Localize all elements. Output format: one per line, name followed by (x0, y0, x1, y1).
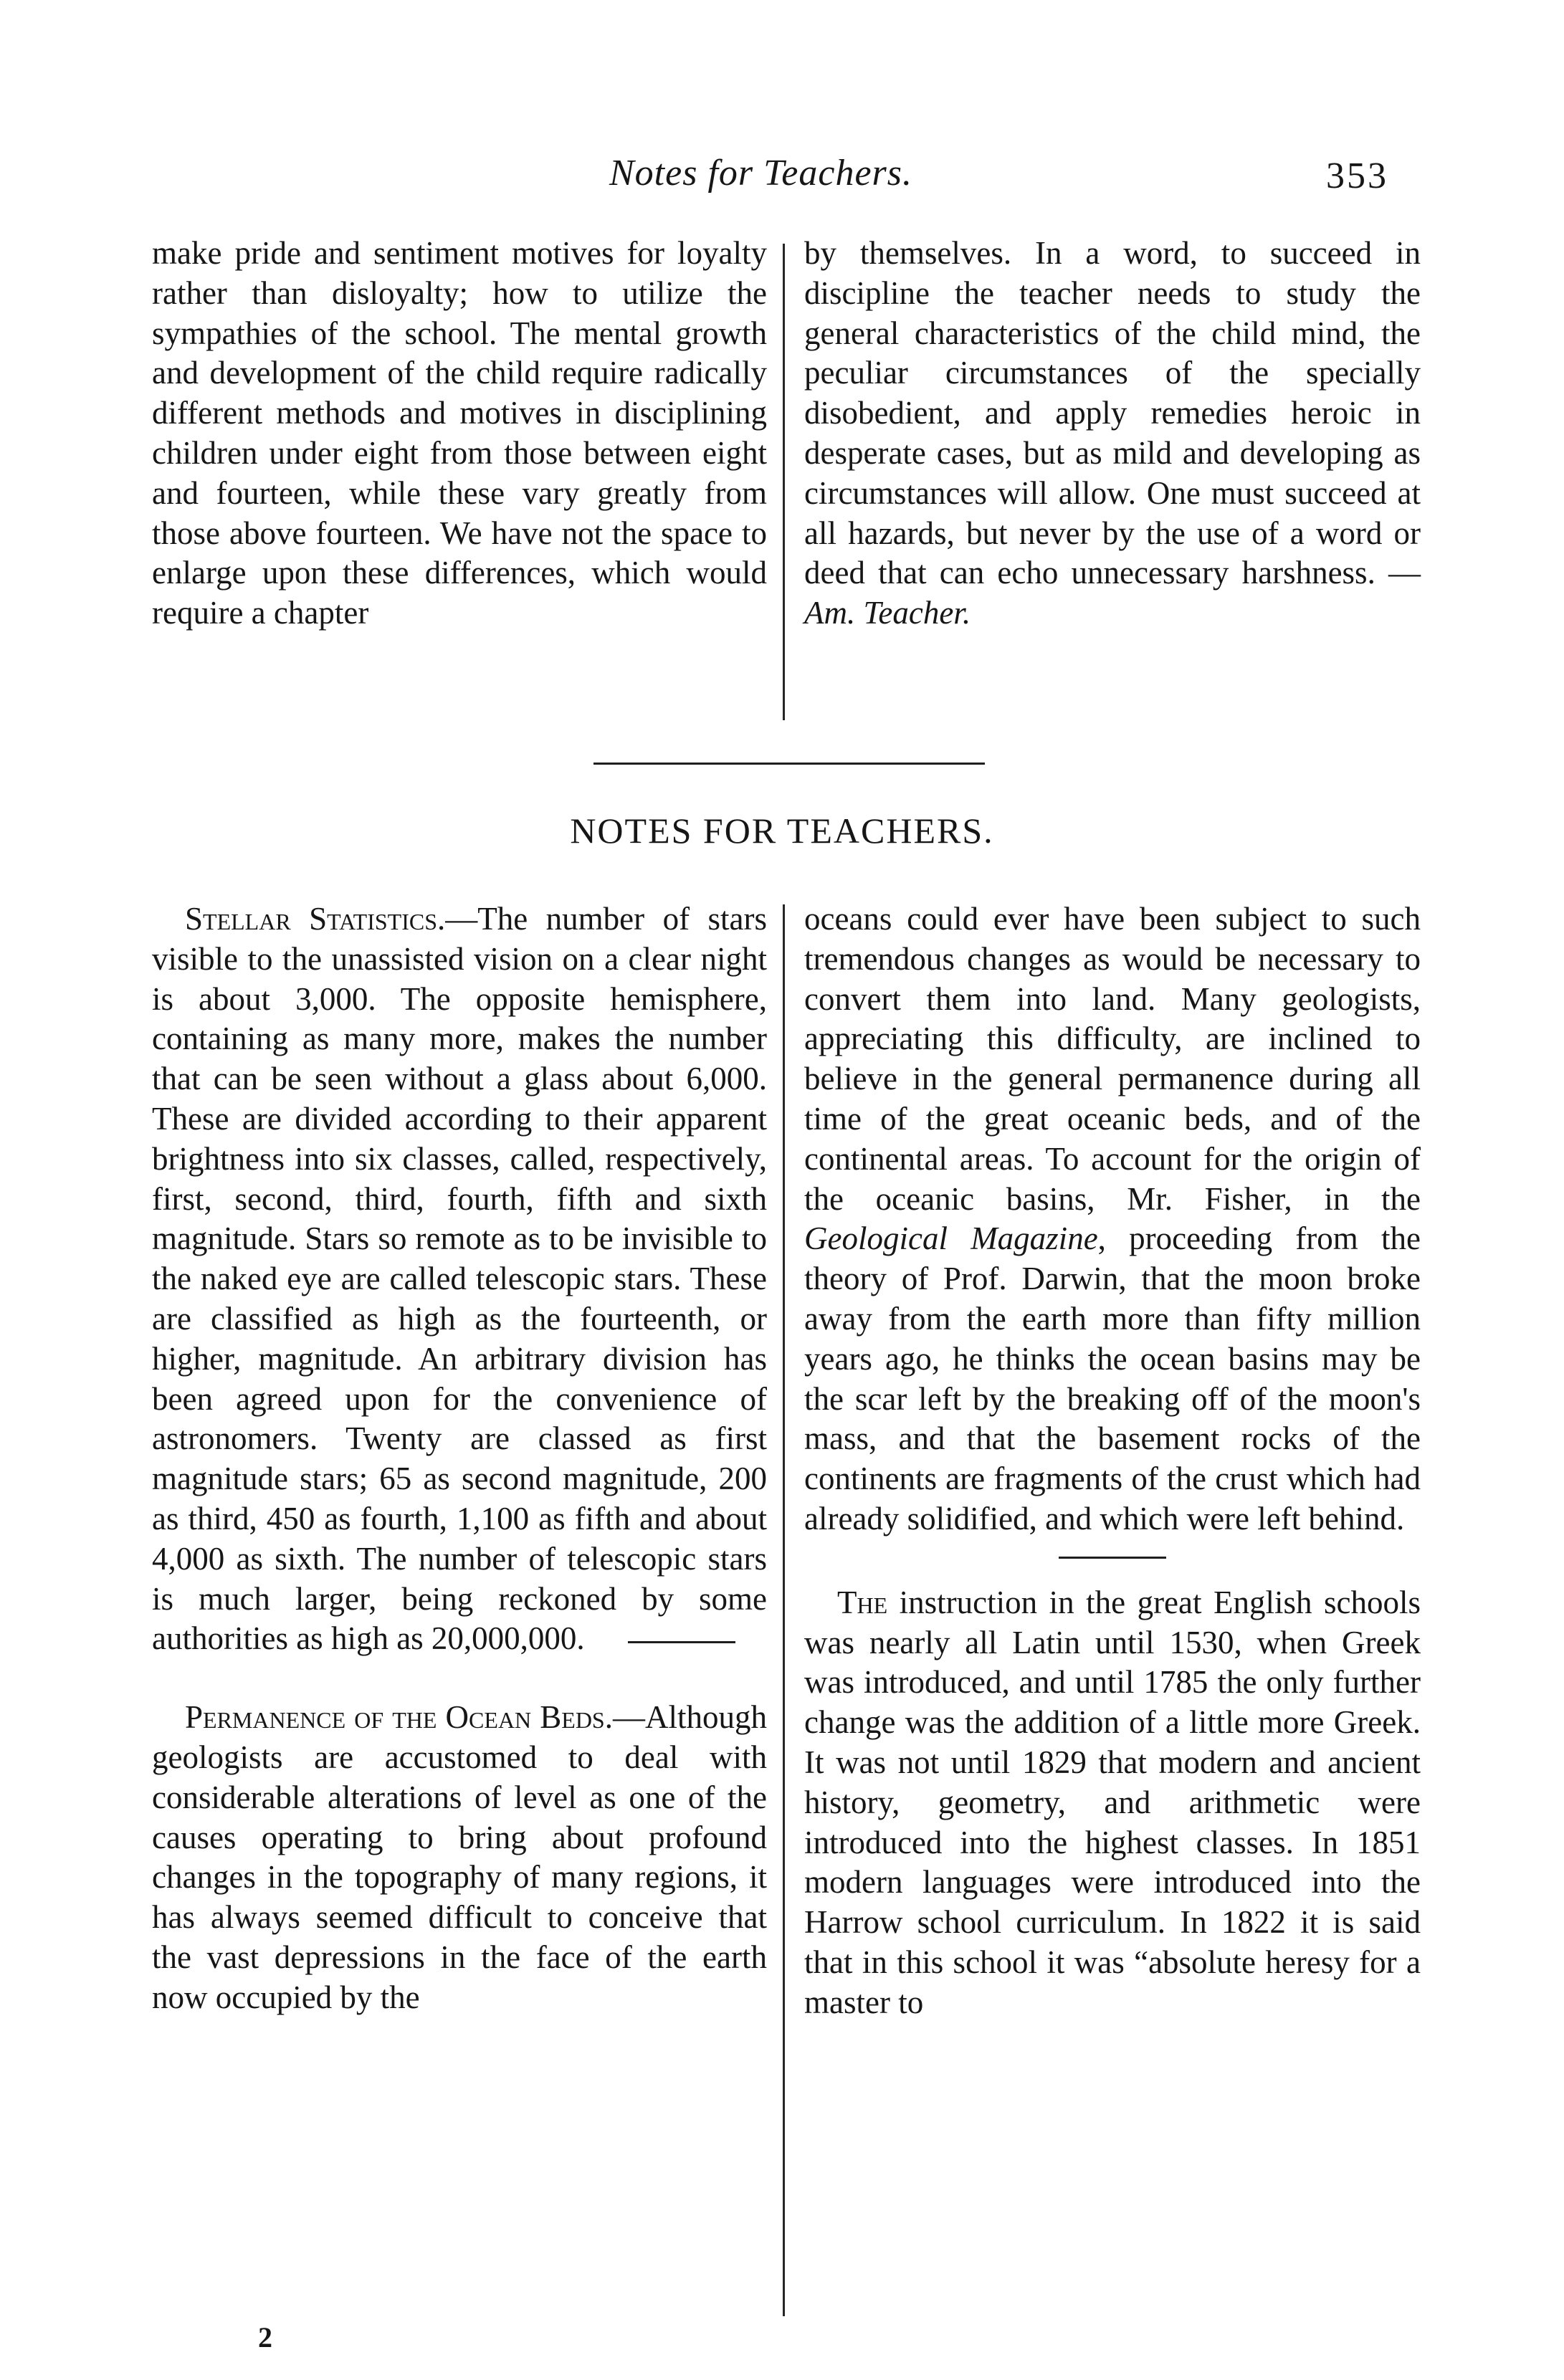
stellar-statistics-paragraph (152, 899, 767, 1659)
column-divider-bottom (783, 904, 785, 2316)
stellar-statistics-heading: Stellar Statistics. (185, 901, 446, 937)
instruction-body: instruction in the great English schools was nearly all Latin until 1530, when Greek was introduced, and until 1785 the only further change was the addition of a little more Greek. It was not until 1829 that modern and ancient history, geometry, and arithmetic were introduced into the highest classes. In 1851 modern languages were introduced into the Harrow school curriculum. In 1822 it is said that in this school it was “absolute heresy for a master to (804, 1584, 1421, 2020)
article-separator (1059, 1557, 1166, 1559)
signature-mark: 2 (258, 2321, 272, 2353)
ocean-beds-continuation (804, 899, 1421, 1539)
continued-article-left-column (152, 234, 767, 634)
section-divider (593, 763, 985, 765)
page-number: 353 (1326, 156, 1388, 196)
instruction-paragraph (804, 1583, 1421, 2023)
continued-article-right-text: by themselves. In a word, to succeed in discipline the teacher needs to study the general characteristics of the child mind, the peculiar circumstances of the specially disobedient, and apply remedies heroic in desperate cases, but as mild and developing as circumstances will allow. One must succeed at all hazards, but never by the use of a word or deed that can echo unnecessary harshness. — (804, 235, 1421, 591)
magazine-title: Geological Magazine (804, 1220, 1098, 1257)
ocean-beds-body-right-b: , proceeding from the theory of Prof. Darwin, that the moon broke away from the earth more than fifty million years ago, he thinks the ocean basins may be the scar left by the breaking off of the moon's mass, and that the basement rocks of the continents are fragments of the crust which had already solidified, and which were left behind. (804, 1220, 1421, 1537)
ocean-beds-heading: Permanence of the Ocean Beds. (185, 1699, 613, 1736)
running-head (0, 152, 1564, 202)
continued-article-right-paragraph (804, 234, 1421, 634)
instruction-lead: The (837, 1584, 888, 1620)
ocean-beds-body-right-a: oceans could ever have been subject to such tremendous changes as would be necessary to convert them into land. Many geologists, appreciating this difficulty, are inclined to believe in the general permanence during all time of the great oceanic beds, and of the continental areas. To account for the origin of the oceanic basins, Mr. Fisher, in the (804, 901, 1421, 1217)
section-heading: NOTES FOR TEACHERS. (570, 811, 994, 851)
running-title: Notes for Teachers. (609, 153, 912, 193)
continued-article-right-column (804, 234, 1421, 634)
column-divider-top (783, 244, 785, 720)
notes-right-column (804, 899, 1421, 2023)
article-separator (628, 1641, 735, 1643)
continued-article-left-text: make pride and sentiment motives for loyalty rather than disloyalty; how to utilize the sympathies of the school. The mental growth and development of the child require radically different methods and motives in disciplining children under eight from those between eight and fourteen, while these vary greatly from those above fourteen. We have not the space to enlarge upon these differences, which would require a chapter (152, 235, 767, 631)
stellar-statistics-body: —The number of stars visible to the unassisted vision on a clear night is about 3,000. The opposite hemisphere, containing as many more, makes the number that can be seen without a glass about 6,000. These are divided according to their apparent brightness into six classes, called, respectively, first, second, third, fourth, fifth and sixth magnitude. Stars so remote as to be invisible to the naked eye are called telescopic stars. These are classified as high as the fourteenth, or higher, magnitude. An arbitrary division has been agreed upon for the convenience of astronomers. Twenty are classed as first magnitude stars; 65 as second magnitude, 200 as third, 450 as fourth, 1,100 as fifth and about 4,000 as sixth. The number of telescopic stars is much larger, being reckoned by some authorities as high as 20,000,000. (152, 901, 767, 1657)
ocean-beds-body-left: —Although geologists are accustomed to deal with considerable alterations of level as one of the causes operating to bring about profound changes in the topography of many regions, it has always seemed difficult to conceive that the vast depressions in the face of the earth now occupied by the (152, 1699, 767, 2015)
article-source: Am. Teacher. (804, 595, 971, 631)
ocean-beds-paragraph (152, 1698, 767, 2017)
notes-left-column (152, 899, 767, 2018)
